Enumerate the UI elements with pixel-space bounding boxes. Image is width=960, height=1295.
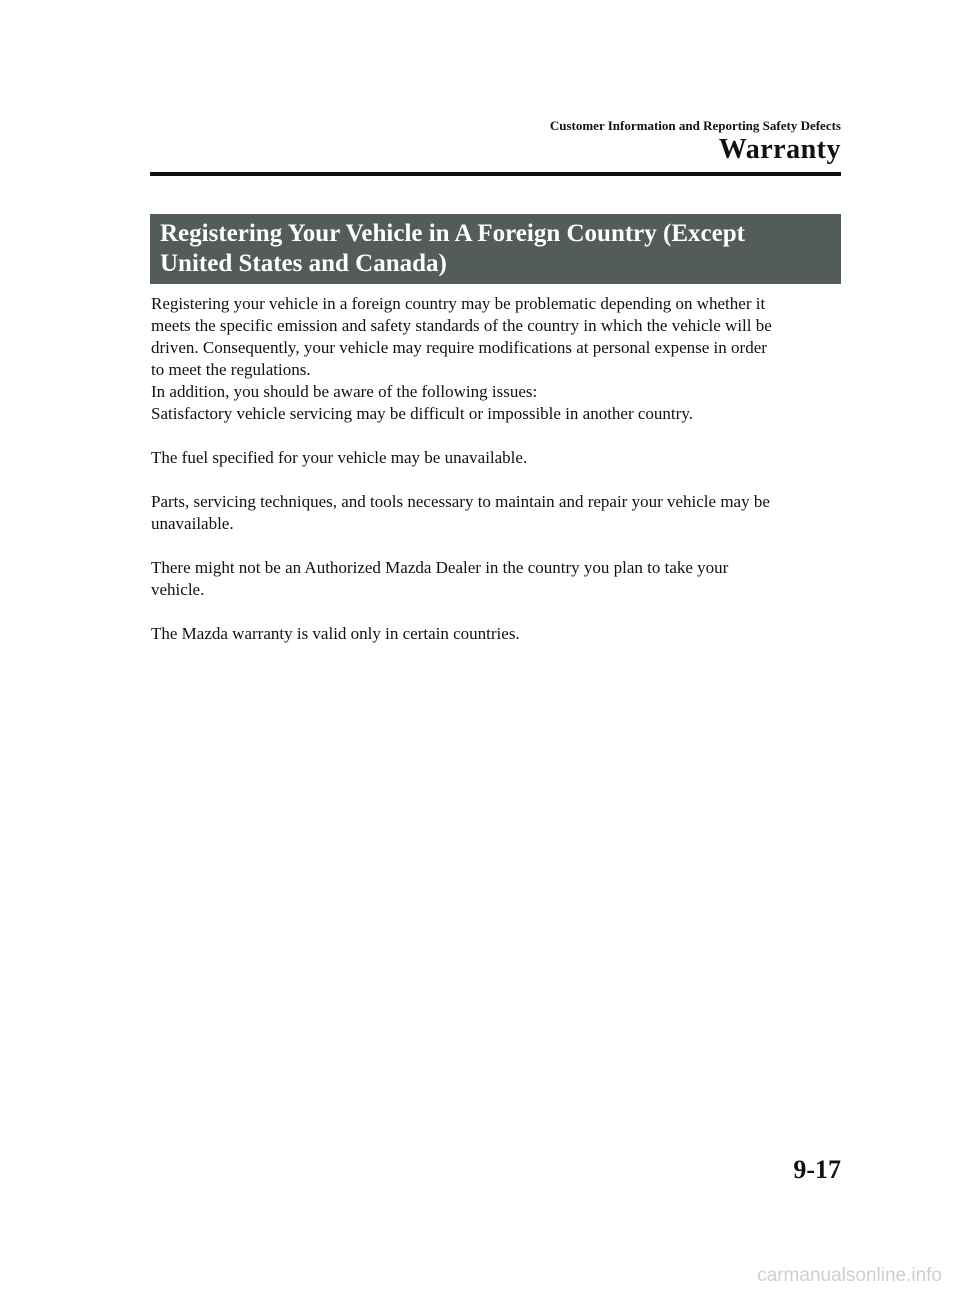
section-heading-line-2: United States and Canada) xyxy=(160,250,447,277)
body-line: vehicle. xyxy=(151,580,205,599)
body-line: There might not be an Authorized Mazda Dealer in the country you plan to take your xyxy=(151,558,729,577)
body-line: unavailable. xyxy=(151,514,234,533)
body-line: driven. Consequently, your vehicle may require modifications at personal expense in order xyxy=(151,338,767,357)
header-section-title: Warranty xyxy=(718,134,841,165)
header-divider xyxy=(150,172,841,176)
body-line: Satisfactory vehicle servicing may be difficult or impossible in another country. xyxy=(151,404,693,423)
header-context-title: Customer Information and Reporting Safety Defects xyxy=(549,118,841,133)
body-line: The Mazda warranty is valid only in certain countries. xyxy=(151,624,520,643)
body-text xyxy=(151,293,841,645)
body-line: The fuel specified for your vehicle may be unavailable. xyxy=(151,448,528,467)
body-line: Parts, servicing techniques, and tools necessary to maintain and repair your vehicle may be xyxy=(151,492,770,511)
section-banner xyxy=(150,214,841,284)
body-line: to meet the regulations. xyxy=(151,360,311,379)
watermark: carmanualsonline.info xyxy=(757,1265,942,1286)
body-line: Registering your vehicle in a foreign country may be problematic depending on whether it xyxy=(151,294,766,313)
section-heading xyxy=(160,219,831,279)
section-heading-line-1: Registering Your Vehicle in A Foreign Country (Except xyxy=(160,220,745,247)
page-number: 9-17 xyxy=(793,1155,841,1184)
body-line: In addition, you should be aware of the following issues: xyxy=(151,382,538,401)
body-line: meets the specific emission and safety standards of the country in which the vehicle will be xyxy=(151,316,772,335)
